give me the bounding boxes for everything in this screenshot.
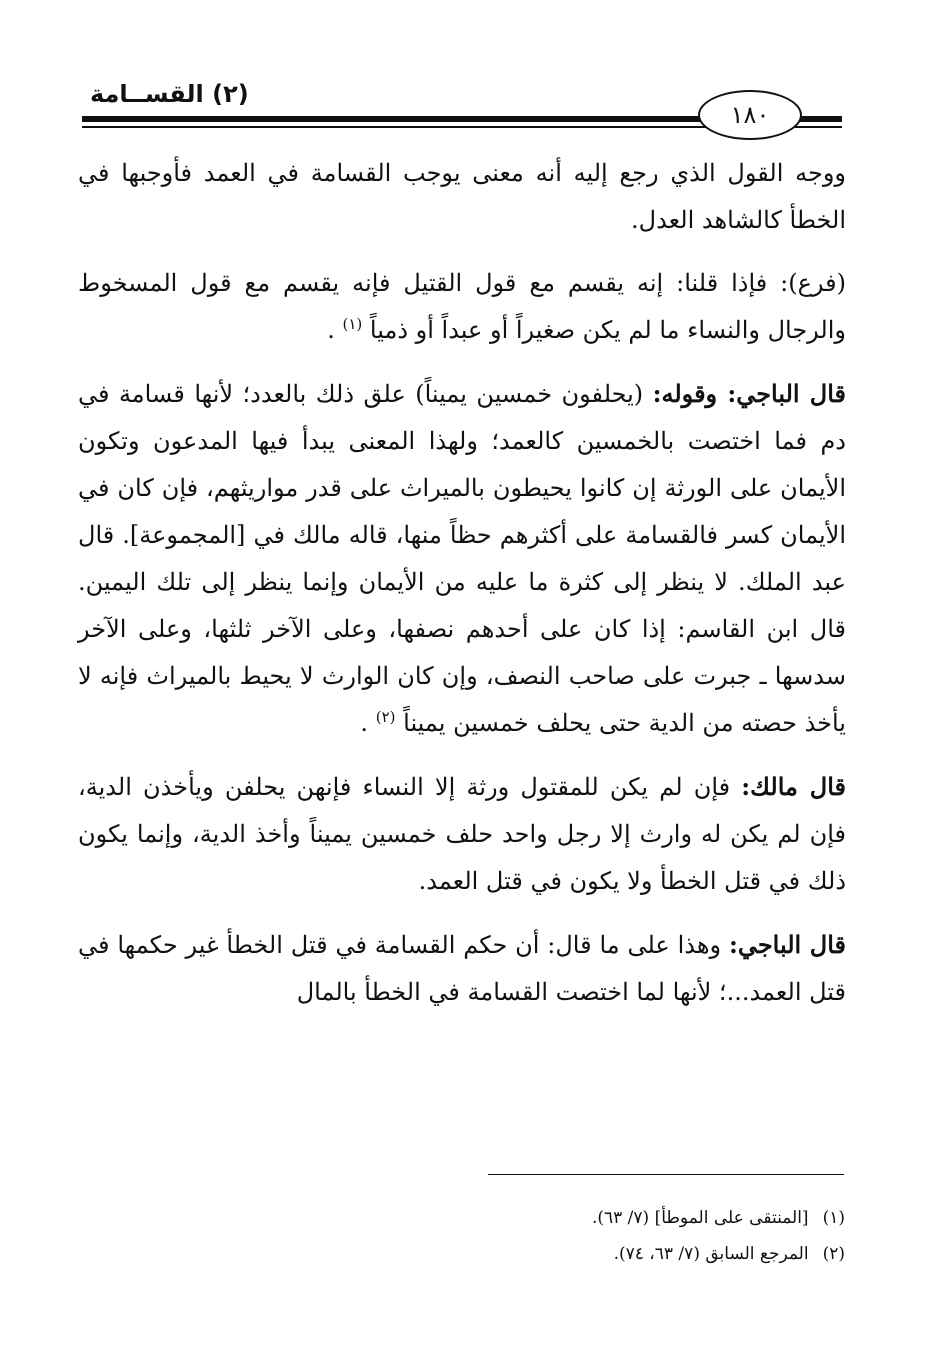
paragraph-text: (فرع): فإذا قلنا: إنه يقسم مع قول القتيل فإنه يقسم مع قول المسخوط والرجال والنساء ما لم يكن صغيراً أو عبداً أو ذمياً xyxy=(78,269,846,344)
footnotes xyxy=(480,1200,845,1272)
paragraph xyxy=(78,370,846,747)
footnote xyxy=(480,1200,845,1236)
running-head: (٢) القســامة xyxy=(90,80,249,108)
footnote-separator xyxy=(488,1174,844,1175)
footnote xyxy=(480,1236,845,1272)
page-number: ١٨٠ xyxy=(698,90,802,140)
paragraph xyxy=(78,150,846,244)
paragraph-lead: قال الباجي: xyxy=(728,930,847,959)
paragraph-text: فإن لم يكن للمقتول ورثة إلا النساء فإنهن يحلفن ويأخذن الدية، فإن لم يكن له وارث إلا رجل واحد حلف خمسين يميناً وأخذ الدية، وإنما يكون ذلك في قتل الخطأ ولا يكون في قتل العمد. xyxy=(78,773,846,895)
paragraph xyxy=(78,260,846,354)
footnote-number: (٢) xyxy=(822,1244,845,1264)
paragraph-end: . xyxy=(360,709,369,737)
footnote-text: المرجع السابق (٧/ ٦٣، ٧٤). xyxy=(613,1244,809,1264)
body-text xyxy=(78,150,846,1032)
footnote-ref: (٢) xyxy=(375,708,396,726)
paragraph-text: (يحلفون خمسين يميناً) علق ذلك بالعدد؛ لأنها قسامة في دم فما اختصت بالخمسين كالعمد؛ ولهذا المعنى يبدأ فيها المدعون وتكون الأيمان على الورثة إن كانوا يحيطون بالميراث على قدر مواريثهم، فإن كان في الأيمان كسر فالقسامة على أكثرهم حظاً منها، قاله مالك في [المجموعة]. قال عبد الملك. لا ينظر إلى كثرة ما عليه من الأيمان وإنما ينظر إلى تلك اليمين. قال ابن القاسم: إذا كان على أحدهم نصفها، وعلى الآخر ثلثها، وعلى الآخر سدسها ـ جبرت على صاحب النصف، وإن كان الوارث لا يحيط بالميراث فإنه لا يأخذ حصته من الدية حتى يحلف خمسين يميناً xyxy=(78,380,847,737)
footnote-ref: (١) xyxy=(342,315,363,333)
paragraph xyxy=(78,763,846,905)
paragraph xyxy=(78,921,846,1016)
paragraph-text: ووجه القول الذي رجع إليه أنه معنى يوجب القسامة في العمد فأوجبها في الخطأ كالشاهد العدل. xyxy=(78,159,846,234)
paragraph-lead: قال مالك: xyxy=(741,772,846,801)
footnote-text: [المنتقى على الموطأ] (٧/ ٦٣). xyxy=(591,1208,809,1228)
paragraph-end: . xyxy=(327,316,335,344)
page-header xyxy=(82,70,842,140)
paragraph-lead: قال الباجي: وقوله: xyxy=(652,379,846,408)
footnote-number: (١) xyxy=(822,1208,845,1228)
paragraph-text: وهذا على ما قال: أن حكم القسامة في قتل الخطأ غير حكمها في قتل العمد...؛ لأنها لما اختصت القسامة في الخطأ بالمال xyxy=(78,931,846,1006)
